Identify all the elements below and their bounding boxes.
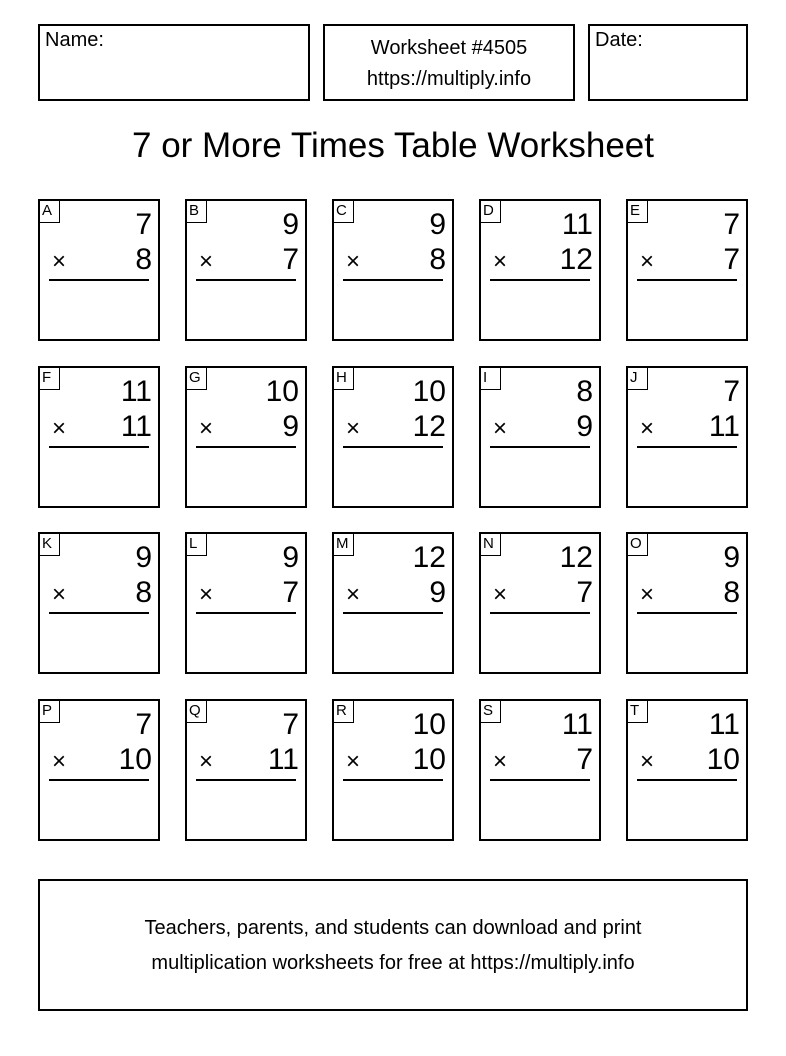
answer-area[interactable]: [637, 450, 737, 500]
answer-area[interactable]: [49, 616, 149, 666]
multiply-sign: ×: [493, 748, 508, 775]
answer-area[interactable]: [637, 283, 737, 333]
problem-card: [332, 532, 454, 674]
footer-note: [38, 879, 748, 1011]
problem-letter: M: [332, 532, 354, 556]
multiplicand: 9: [723, 541, 740, 574]
multiply-sign: ×: [199, 248, 214, 275]
multiplier: 11: [120, 410, 152, 443]
answer-line: [343, 446, 443, 448]
multiplier: 7: [723, 243, 740, 276]
problem-letter: R: [332, 699, 354, 723]
multiplier: 8: [429, 243, 446, 276]
problem-card: [626, 532, 748, 674]
problem-card: [185, 532, 307, 674]
problem-letter: O: [626, 532, 648, 556]
multiplier: 10: [118, 743, 152, 776]
problem-letter: L: [185, 532, 207, 556]
multiplier: 10: [412, 743, 446, 776]
multiplicand: 9: [282, 541, 299, 574]
multiplicand: 7: [282, 708, 299, 741]
problem-letter: S: [479, 699, 501, 723]
problem-letter: B: [185, 199, 207, 223]
problem-letter: N: [479, 532, 501, 556]
answer-area[interactable]: [490, 283, 590, 333]
multiply-sign: ×: [52, 415, 67, 442]
answer-line: [343, 779, 443, 781]
problem-letter: J: [626, 366, 648, 390]
footer-line-2: multiplication worksheets for free at https://multiply.info: [151, 952, 635, 974]
worksheet-number: Worksheet #4505: [370, 37, 528, 59]
answer-area[interactable]: [637, 783, 737, 833]
problem-card: [38, 199, 160, 341]
answer-area[interactable]: [490, 616, 590, 666]
problem-card: [185, 699, 307, 841]
answer-line: [196, 612, 296, 614]
multiply-sign: ×: [493, 248, 508, 275]
answer-line: [196, 279, 296, 281]
page-title: 7 or More Times Table Worksheet: [132, 126, 654, 165]
answer-area[interactable]: [196, 450, 296, 500]
problem-letter: F: [38, 366, 60, 390]
multiply-sign: ×: [493, 415, 508, 442]
answer-area[interactable]: [49, 783, 149, 833]
multiply-sign: ×: [346, 248, 361, 275]
worksheet-info-box: [323, 24, 575, 101]
problem-letter: G: [185, 366, 207, 390]
problem-card: [38, 366, 160, 508]
problem-card: [38, 532, 160, 674]
multiplicand: 11: [708, 708, 740, 741]
answer-area[interactable]: [490, 783, 590, 833]
problem-letter: T: [626, 699, 648, 723]
problem-letter: H: [332, 366, 354, 390]
multiplier: 7: [282, 243, 299, 276]
problem-card: [479, 366, 601, 508]
problem-card: [332, 699, 454, 841]
multiply-sign: ×: [493, 581, 508, 608]
answer-line: [196, 779, 296, 781]
answer-area[interactable]: [49, 283, 149, 333]
multiply-sign: ×: [52, 248, 67, 275]
multiplicand: 8: [576, 375, 593, 408]
answer-area[interactable]: [490, 450, 590, 500]
multiplier: 8: [723, 576, 740, 609]
answer-line: [637, 612, 737, 614]
multiplier: 7: [576, 743, 593, 776]
multiplicand: 10: [265, 375, 299, 408]
answer-area[interactable]: [343, 783, 443, 833]
footer-line-1: Teachers, parents, and students can download and print: [144, 917, 642, 939]
multiplier: 8: [135, 243, 152, 276]
date-field-box[interactable]: [588, 24, 748, 101]
multiply-sign: ×: [640, 581, 655, 608]
multiplier: 9: [576, 410, 593, 443]
multiplicand: 7: [135, 708, 152, 741]
multiplicand: 9: [135, 541, 152, 574]
multiplicand: 7: [723, 208, 740, 241]
problem-letter: A: [38, 199, 60, 223]
answer-line: [196, 446, 296, 448]
multiplier: 11: [267, 743, 299, 776]
answer-line: [343, 279, 443, 281]
multiplicand: 10: [412, 708, 446, 741]
problem-card: [479, 699, 601, 841]
problem-letter: K: [38, 532, 60, 556]
problem-letter: D: [479, 199, 501, 223]
multiply-sign: ×: [346, 581, 361, 608]
multiplicand: 10: [412, 375, 446, 408]
multiplier: 9: [282, 410, 299, 443]
multiplicand: 9: [429, 208, 446, 241]
multiply-sign: ×: [52, 581, 67, 608]
worksheet-url: https://multiply.info: [366, 68, 532, 90]
multiplicand: 12: [412, 541, 446, 574]
problem-card: [38, 699, 160, 841]
name-field-box[interactable]: [38, 24, 310, 101]
multiplicand: 9: [282, 208, 299, 241]
multiply-sign: ×: [640, 415, 655, 442]
answer-area[interactable]: [196, 283, 296, 333]
multiply-sign: ×: [346, 748, 361, 775]
multiplicand: 11: [561, 208, 593, 241]
answer-line: [49, 612, 149, 614]
problem-letter: Q: [185, 699, 207, 723]
problem-card: [479, 532, 601, 674]
multiplier: 12: [559, 243, 593, 276]
multiplicand: 11: [561, 708, 593, 741]
answer-line: [490, 446, 590, 448]
multiply-sign: ×: [640, 748, 655, 775]
answer-area[interactable]: [343, 283, 443, 333]
answer-line: [343, 612, 443, 614]
answer-line: [490, 279, 590, 281]
answer-line: [637, 279, 737, 281]
multiplier: 11: [708, 410, 740, 443]
answer-line: [637, 779, 737, 781]
problem-card: [626, 366, 748, 508]
multiplier: 9: [429, 576, 446, 609]
problem-letter: C: [332, 199, 354, 223]
answer-line: [49, 279, 149, 281]
problem-letter: I: [479, 366, 501, 390]
multiply-sign: ×: [346, 415, 361, 442]
problem-card: [185, 199, 307, 341]
multiplier: 10: [706, 743, 740, 776]
answer-line: [490, 779, 590, 781]
answer-area[interactable]: [637, 616, 737, 666]
multiply-sign: ×: [199, 581, 214, 608]
answer-area[interactable]: [343, 450, 443, 500]
multiplier: 12: [412, 410, 446, 443]
multiplicand: 12: [559, 541, 593, 574]
multiply-sign: ×: [199, 748, 214, 775]
answer-area[interactable]: [49, 450, 149, 500]
multiply-sign: ×: [640, 248, 655, 275]
multiplicand: 7: [135, 208, 152, 241]
answer-line: [637, 446, 737, 448]
problem-card: [185, 366, 307, 508]
multiplier: 7: [576, 576, 593, 609]
problem-card: [626, 199, 748, 341]
date-label: Date:: [595, 29, 643, 51]
problem-card: [626, 699, 748, 841]
problem-card: [332, 199, 454, 341]
answer-line: [49, 779, 149, 781]
problem-card: [332, 366, 454, 508]
multiplicand: 7: [723, 375, 740, 408]
answer-area[interactable]: [196, 616, 296, 666]
multiplicand: 11: [120, 375, 152, 408]
answer-line: [49, 446, 149, 448]
problem-letter: E: [626, 199, 648, 223]
multiply-sign: ×: [199, 415, 214, 442]
answer-area[interactable]: [196, 783, 296, 833]
problem-letter: P: [38, 699, 60, 723]
multiply-sign: ×: [52, 748, 67, 775]
problem-card: [479, 199, 601, 341]
multiplier: 8: [135, 576, 152, 609]
answer-area[interactable]: [343, 616, 443, 666]
name-label: Name:: [45, 29, 104, 51]
answer-line: [490, 612, 590, 614]
multiplier: 7: [282, 576, 299, 609]
